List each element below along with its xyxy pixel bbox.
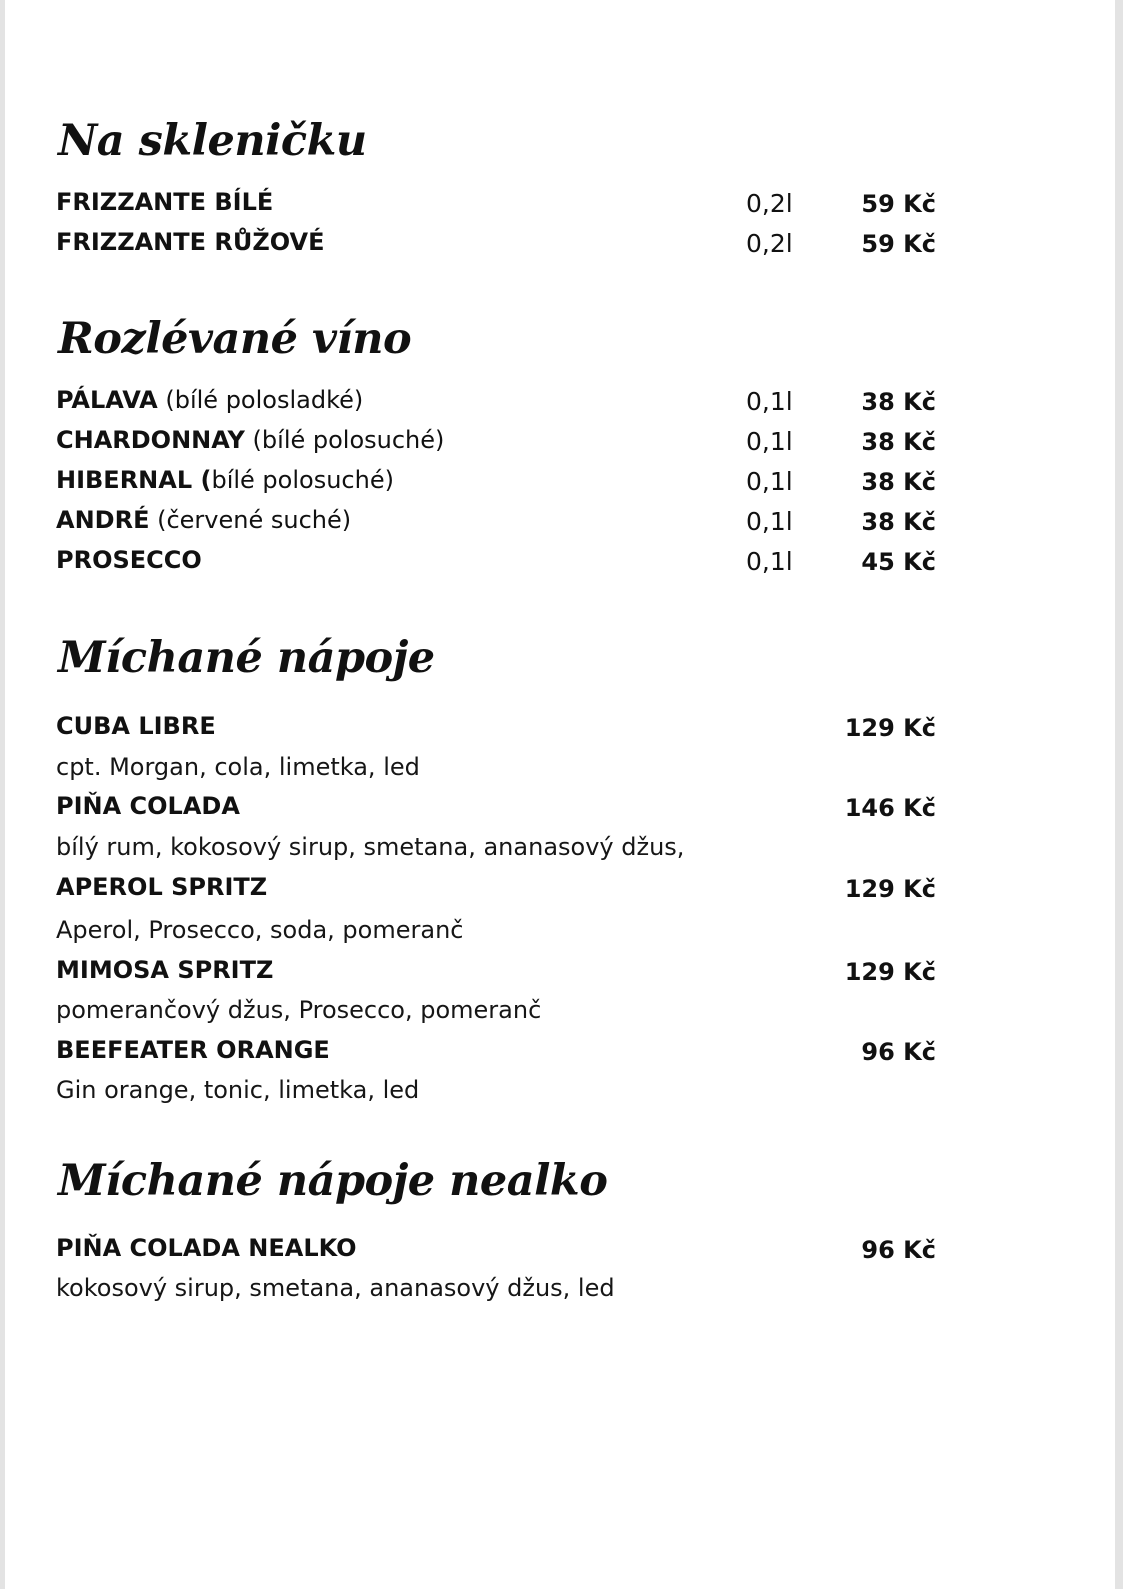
item-price: 38 Kč xyxy=(861,388,936,416)
item-name: ANDRÉ xyxy=(56,506,150,534)
item-name: PIŇA COLADA xyxy=(56,792,240,820)
item-price: 59 Kč xyxy=(861,230,936,258)
item-name: CHARDONNAY xyxy=(56,426,245,454)
item-price: 146 Kč xyxy=(844,794,936,822)
item-name: APEROL SPRITZ xyxy=(56,873,268,901)
item-description: bílý rum, kokosový sirup, smetana, ananasový džus, xyxy=(56,833,685,861)
item-price: 129 Kč xyxy=(844,875,936,903)
item-volume: 0,1l xyxy=(746,467,793,496)
item-price: 38 Kč xyxy=(861,508,936,536)
menu-item xyxy=(56,712,936,740)
item-description: kokosový sirup, smetana, ananasový džus, led xyxy=(56,1274,615,1302)
item-name: MIMOSA SPRITZ xyxy=(56,956,274,984)
item-price: 45 Kč xyxy=(861,548,936,576)
item-description: Aperol, Prosecco, soda, pomeranč xyxy=(56,916,464,944)
item-price: 129 Kč xyxy=(844,958,936,986)
item-name: HIBERNAL ( xyxy=(56,466,212,494)
menu-item xyxy=(56,466,936,494)
menu-item xyxy=(56,228,936,256)
menu-page xyxy=(5,0,1115,1589)
item-name: FRIZZANTE RŮŽOVÉ xyxy=(56,228,325,256)
item-note: (bílé polosladké) xyxy=(165,386,364,414)
item-volume: 0,2l xyxy=(746,229,793,258)
section-title-michane-napoje: Míchané nápoje xyxy=(58,633,435,683)
item-note: bílé polosuché) xyxy=(211,466,394,494)
menu-item xyxy=(56,1036,936,1064)
item-volume: 0,1l xyxy=(746,387,793,416)
section-title-michane-napoje-nealko: Míchané nápoje nealko xyxy=(58,1156,608,1206)
section-title-rozlevane-vino: Rozlévané víno xyxy=(58,314,412,364)
item-note: (červené suché) xyxy=(157,506,352,534)
item-note: (bílé polosuché) xyxy=(252,426,445,454)
item-price: 96 Kč xyxy=(861,1038,936,1066)
item-name: PROSECCO xyxy=(56,546,202,574)
menu-item xyxy=(56,386,936,414)
menu-item xyxy=(56,506,936,534)
item-price: 129 Kč xyxy=(844,714,936,742)
menu-item xyxy=(56,792,936,820)
menu-item xyxy=(56,956,936,984)
menu-item xyxy=(56,188,936,216)
item-price: 59 Kč xyxy=(861,190,936,218)
section-title-na-sklenicku: Na skleničku xyxy=(58,116,367,166)
item-description: cpt. Morgan, cola, limetka, led xyxy=(56,753,420,781)
item-volume: 0,1l xyxy=(746,507,793,536)
item-name: PÁLAVA xyxy=(56,386,158,414)
item-volume: 0,1l xyxy=(746,547,793,576)
menu-item xyxy=(56,1234,936,1262)
item-price: 38 Kč xyxy=(861,428,936,456)
item-name: PIŇA COLADA NEALKO xyxy=(56,1234,357,1262)
item-description: pomerančový džus, Prosecco, pomeranč xyxy=(56,996,542,1024)
menu-item xyxy=(56,873,936,901)
item-price: 38 Kč xyxy=(861,468,936,496)
menu-item xyxy=(56,546,936,574)
item-name: BEEFEATER ORANGE xyxy=(56,1036,330,1064)
item-price: 96 Kč xyxy=(861,1236,936,1264)
item-volume: 0,2l xyxy=(746,189,793,218)
item-name: CUBA LIBRE xyxy=(56,712,216,740)
item-volume: 0,1l xyxy=(746,427,793,456)
item-name: FRIZZANTE BÍLÉ xyxy=(56,188,274,216)
menu-item xyxy=(56,426,936,454)
item-description: Gin orange, tonic, limetka, led xyxy=(56,1076,420,1104)
